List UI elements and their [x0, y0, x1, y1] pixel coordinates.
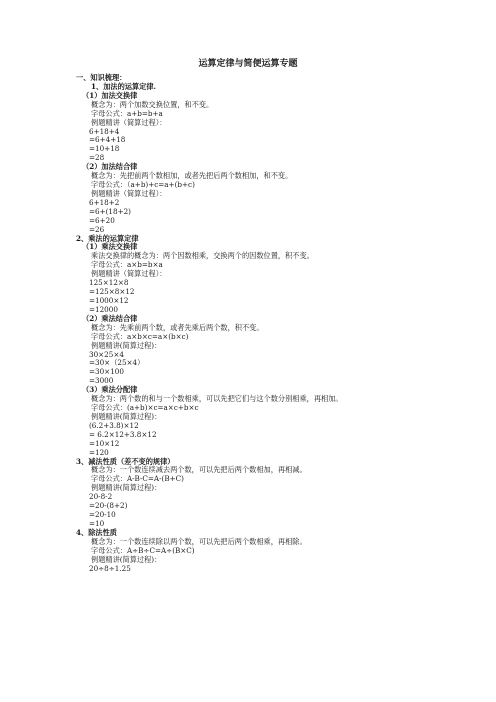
text-line: 字母公式：a×b×c=a×(b×c) — [91, 331, 189, 341]
section-heading: （1）加法交换律 — [82, 90, 138, 100]
section-heading: （2）乘法结合律 — [82, 313, 138, 323]
text-line: 例题精讲（简算过程）： — [91, 188, 167, 198]
text-line: 概念为：两个加数交换位置，和不变。 — [91, 99, 214, 109]
text-line: =28 — [89, 153, 105, 163]
text-line: 字母公式：(a+b)×c=a×c+b×c — [91, 403, 199, 413]
text-line: 例题精讲(简算过程)： — [91, 340, 162, 350]
text-line: 例题精讲(简算过程)： — [91, 411, 162, 421]
text-line: 字母公式：a×b=b×a — [91, 260, 163, 270]
text-line: =26 — [89, 224, 105, 234]
text-line: 字母公式：（a+b)+c=a+(b+c) — [91, 180, 195, 190]
text-line: 字母公式：A÷B÷C=A÷(B×C) — [91, 545, 195, 555]
text-line: 例题精讲（简算过程）： — [91, 269, 167, 279]
text-line: 概念为：一个数连续除以两个数，可以先把后两个数相乘，再相除。 — [91, 536, 307, 546]
text-line: =120 — [89, 447, 109, 457]
text-line: =12000 — [89, 304, 118, 314]
text-line: =1000×12 — [89, 296, 129, 305]
text-line: =6+(18+2) — [89, 206, 131, 216]
section-heading: 3、减法性质（差不变的规律） — [76, 456, 175, 466]
page-title: 运算定律与简便运算专题 — [198, 59, 298, 69]
text-line: =20-(8+2) — [89, 501, 128, 511]
text-line: =10×12 — [89, 438, 120, 448]
section-heading: 1、加法的运算定律. — [91, 81, 157, 91]
section-heading: 一、知识梳理： — [76, 73, 127, 82]
section-heading: （3）乘法分配律 — [82, 385, 138, 395]
text-line: (6.2+3.8)×12 — [89, 420, 139, 430]
text-line: 概念为：先乘前两个数，或者先乘后两个数，积不变。 — [91, 322, 264, 332]
section-heading: （1）乘法交换律 — [82, 242, 138, 252]
section-heading: 4、除法性质 — [76, 527, 117, 537]
text-line: 概念为：先把前两个数相加，或者先把后两个数相加，和不变。 — [91, 171, 293, 181]
text-line: =10+18 — [89, 144, 120, 154]
section-heading: （2）加法结合律 — [82, 162, 138, 172]
text-line: 字母公式：A-B-C=A-(B+C) — [91, 474, 184, 484]
text-line: 例题精讲(简算过程)： — [91, 554, 162, 564]
text-line: =125×8×12 — [89, 287, 135, 297]
text-line: =20-10 — [89, 510, 116, 520]
text-line: 例题精讲(简算过程)： — [91, 483, 162, 493]
text-line: = 6.2×12+3.8×12 — [89, 429, 157, 439]
text-line: 20÷8÷1.25 — [89, 563, 131, 573]
text-line: 概念为：两个数的和与一个数相乘，可以先把它们与这个数分别相乘，再相加。 — [91, 394, 343, 404]
text-line: 20-8-2 — [89, 492, 113, 502]
text-line: 字母公式：a+b=b+a — [91, 108, 163, 118]
text-line: 概念为：一个数连续减去两个数，可以先把后两个数相加，再相减。 — [91, 465, 307, 475]
text-line: =6+20 — [89, 215, 115, 225]
text-line: 30×25×4 — [89, 349, 124, 359]
text-line: 6+18+4 — [89, 126, 120, 136]
text-line: 乘法交换律的概念为：两个因数相乘，交换两个的因数位置，积不变。 — [91, 251, 314, 261]
text-line: =30×（25×4） — [89, 358, 145, 368]
section-heading: 2、乘法的运算定律 — [76, 233, 139, 243]
text-line: 6+18+2 — [89, 197, 120, 207]
text-line: =3000 — [89, 376, 114, 386]
text-line: 例题精讲（简算过程）： — [91, 117, 167, 127]
text-line: 125×12×8 — [89, 278, 129, 288]
text-line: =30×100 — [89, 367, 124, 377]
text-line: =10 — [89, 519, 105, 528]
text-line: =6+4+18 — [89, 135, 126, 145]
